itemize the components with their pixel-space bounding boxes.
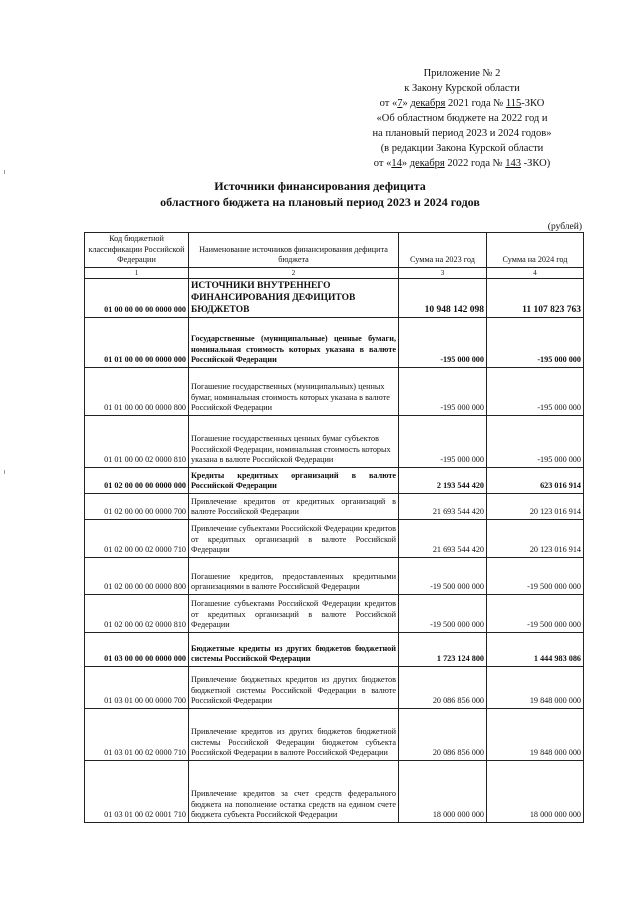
row-sum-2024: -19 500 000 000: [487, 594, 584, 632]
row-sum-2023: -19 500 000 000: [399, 557, 487, 594]
row-name: Привлечение кредитов за счет средств федерального бюджета на пополнение остатка средств на едином счете бюджета субъекта Российской Федерации: [189, 760, 399, 822]
row-name: Государственные (муниципальные) ценные бумаги, номинальная стоимость которых указана в валюте Российской Федерации: [189, 317, 399, 367]
row-name: Погашение субъектами Российской Федерации кредитов от кредитных организаций в валюте Российской Федерации: [189, 594, 399, 632]
law-reference: к Закону Курской области: [404, 83, 520, 94]
row-sum-2023: 21 693 544 420: [399, 519, 487, 557]
table-row: [85, 317, 584, 367]
row-code: 01 00 00 00 00 0000 000: [85, 278, 189, 317]
row-sum-2023: 20 086 856 000: [399, 666, 487, 708]
row-sum-2023: 18 000 000 000: [399, 760, 487, 822]
header-sum-2023: Сумма на 2023 год: [399, 233, 487, 268]
row-code: 01 03 00 00 00 0000 000: [85, 632, 189, 666]
financing-sources-table: [84, 232, 584, 823]
row-sum-2024: -195 000 000: [487, 415, 584, 467]
table-row: [85, 415, 584, 467]
header-name: Наименование источников финансирования дефицита бюджета: [189, 233, 399, 268]
row-sum-2024: 1 444 983 086: [487, 632, 584, 666]
units-label: (рублей): [547, 222, 582, 232]
row-sum-2023: 21 693 544 420: [399, 493, 487, 519]
law-date-line: от «7» декабря 2021 года № 115-ЗКО: [379, 98, 545, 109]
table-row: [85, 708, 584, 760]
table-row: [85, 666, 584, 708]
row-sum-2024: 20 123 016 914: [487, 519, 584, 557]
row-sum-2023: 1 723 124 800: [399, 632, 487, 666]
table-row: [85, 557, 584, 594]
row-sum-2023: -19 500 000 000: [399, 594, 487, 632]
row-code: 01 01 00 00 00 0000 800: [85, 367, 189, 415]
col-number: 3: [399, 267, 487, 278]
table-row: [85, 493, 584, 519]
row-code: 01 03 01 00 00 0000 700: [85, 666, 189, 708]
row-sum-2024: 18 000 000 000: [487, 760, 584, 822]
row-sum-2024: 19 848 000 000: [487, 708, 584, 760]
row-sum-2023: -195 000 000: [399, 415, 487, 467]
row-sum-2023: -195 000 000: [399, 317, 487, 367]
law-title-line1: «Об областном бюджете на 2022 год и: [376, 113, 548, 124]
header-sum-2024: Сумма на 2024 год: [487, 233, 584, 268]
margin-mark: [4, 470, 5, 474]
appendix-number: Приложение № 2: [423, 68, 501, 79]
row-sum-2023: 2 193 544 420: [399, 467, 487, 493]
row-sum-2024: -195 000 000: [487, 367, 584, 415]
row-sum-2024: 11 107 823 763: [487, 278, 584, 317]
row-code: 01 01 00 00 02 0000 810: [85, 415, 189, 467]
row-code: 01 01 00 00 00 0000 000: [85, 317, 189, 367]
document-title: Источники финансирования дефицита областного бюджета на плановый период 2023 и 2024 годов: [160, 179, 480, 209]
law-title-line2: на плановый период 2023 и 2024 годов»: [372, 128, 552, 139]
row-name: Погашение кредитов, предоставленных кредитными организациями в валюте Российской Федерации: [189, 557, 399, 594]
row-code: 01 02 00 00 00 0000 000: [85, 467, 189, 493]
row-sum-2023: 10 948 142 098: [399, 278, 487, 317]
row-sum-2023: -195 000 000: [399, 367, 487, 415]
row-code: 01 02 00 00 02 0000 710: [85, 519, 189, 557]
table-row: [85, 278, 584, 317]
row-name: Привлечение кредитов из других бюджетов бюджетной системы Российской Федерации бюджетом субъекта Российской Федерации в валюте Российской Федерации: [189, 708, 399, 760]
row-name: Привлечение субъектами Российской Федерации кредитов от кредитных организаций в валюте Российской Федерации: [189, 519, 399, 557]
row-sum-2024: 623 016 914: [487, 467, 584, 493]
row-name: Бюджетные кредиты из других бюджетов бюджетной системы Российской Федерации: [189, 632, 399, 666]
appendix-header: [352, 66, 572, 171]
row-name: Кредиты кредитных организаций в валюте Российской Федерации: [189, 467, 399, 493]
row-code: 01 03 01 00 02 0000 710: [85, 708, 189, 760]
row-code: 01 02 00 00 02 0000 810: [85, 594, 189, 632]
row-name: Погашение государственных (муниципальных) ценных бумаг, номинальная стоимость которых указана в валюте Российской Федерации: [189, 367, 399, 415]
row-name: Привлечение бюджетных кредитов из других бюджетов бюджетной системы Российской Федерации в валюте Российской Федерации: [189, 666, 399, 708]
revision-date-line: от «14» декабря 2022 года № 143 -ЗКО): [373, 158, 551, 169]
row-sum-2024: -195 000 000: [487, 317, 584, 367]
row-code: 01 02 00 00 00 0000 800: [85, 557, 189, 594]
row-sum-2024: 20 123 016 914: [487, 493, 584, 519]
row-sum-2023: 20 086 856 000: [399, 708, 487, 760]
row-name: Погашение государственных ценных бумаг субъектов Российской Федерации, номинальная стоимость которых указана в валюте Российской Федерации: [189, 415, 399, 467]
row-code: 01 03 01 00 02 0001 710: [85, 760, 189, 822]
revision-note: (в редакции Закона Курской области: [380, 143, 544, 154]
row-sum-2024: 19 848 000 000: [487, 666, 584, 708]
row-sum-2024: -19 500 000 000: [487, 557, 584, 594]
row-code: 01 02 00 00 00 0000 700: [85, 493, 189, 519]
table-row: [85, 632, 584, 666]
header-code: Код бюджетной классификации Российской Федерации: [85, 233, 189, 268]
margin-mark: [4, 170, 5, 174]
col-number: 2: [189, 267, 399, 278]
table-row: [85, 467, 584, 493]
row-name: Привлечение кредитов от кредитных организаций в валюте Российской Федерации: [189, 493, 399, 519]
table-row: [85, 760, 584, 822]
col-number: 1: [85, 267, 189, 278]
table-row: [85, 594, 584, 632]
table-row: [85, 519, 584, 557]
col-number: 4: [487, 267, 584, 278]
table-row: [85, 367, 584, 415]
row-name: ИСТОЧНИКИ ВНУТРЕННЕГО ФИНАНСИРОВАНИЯ ДЕФИЦИТОВ БЮДЖЕТОВ: [189, 278, 399, 317]
